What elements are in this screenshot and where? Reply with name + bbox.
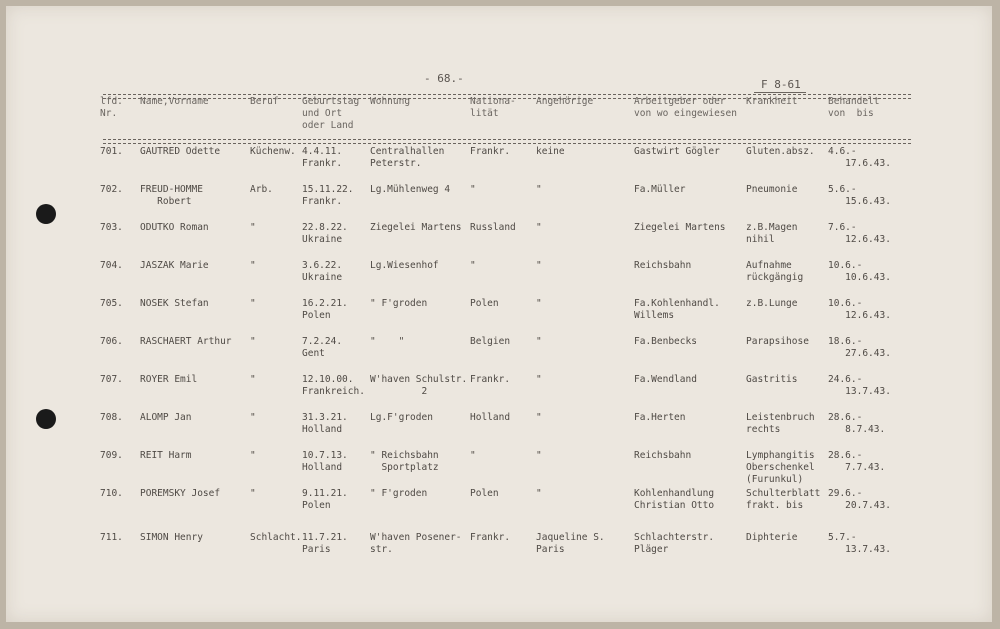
row-9-nat: " [470, 450, 476, 461]
row-7-geb: 12.10.00. Frankreich. [302, 374, 365, 397]
row-7-angeh: " [536, 374, 542, 385]
row-6-geb: 7.2.24. Gent [302, 336, 343, 359]
row-8-name: ALOMP Jan [140, 412, 192, 423]
row-4-angeh: " [536, 260, 542, 271]
row-1-nat: Frankr. [470, 146, 511, 157]
row-5-name: NOSEK Stefan [140, 298, 209, 309]
document-sheet [6, 6, 992, 622]
row-10-wohnung: " F'groden [370, 488, 428, 499]
row-2-nr: 702. [100, 184, 123, 195]
row-1-wohnung: Centralhallen Peterstr. [370, 146, 445, 169]
row-5-angeh: " [536, 298, 542, 309]
row-7-wohnung: W'haven Schulstr. 2 [370, 374, 468, 397]
column-header-angeh: Angehörige [536, 96, 594, 107]
row-11-nr: 711. [100, 532, 123, 543]
row-10-krankheit: Schulterblatt frakt. bis [746, 488, 821, 511]
row-3-name: ODUTKO Roman [140, 222, 209, 233]
punch-hole [36, 204, 56, 224]
row-3-arbeitgeber: Ziegelei Martens [634, 222, 726, 233]
row-11-name: SIMON Henry [140, 532, 203, 543]
row-2-wohnung: Lg.Mühlenweg 4 [370, 184, 451, 195]
row-4-beruf: " [250, 260, 256, 271]
row-10-nat: Polen [470, 488, 499, 499]
row-10-angeh: " [536, 488, 542, 499]
column-header-behandelt: Behandelt von bis [828, 96, 880, 119]
header-bottom-rule [103, 139, 911, 140]
row-8-nr: 708. [100, 412, 123, 423]
row-4-name: JASZAK Marie [140, 260, 209, 271]
column-header-nat: Nationa- lität [470, 96, 516, 119]
row-6-arbeitgeber: Fa.Benbecks [634, 336, 697, 347]
row-11-beruf: Schlacht. [250, 532, 302, 543]
column-header-geb: Geburtstag und Ort oder Land [302, 96, 360, 131]
row-3-angeh: " [536, 222, 542, 233]
row-4-nat: " [470, 260, 476, 271]
row-7-nat: Frankr. [470, 374, 511, 385]
row-5-nat: Polen [470, 298, 499, 309]
row-3-beruf: " [250, 222, 256, 233]
row-5-wohnung: " F'groden [370, 298, 428, 309]
row-2-angeh: " [536, 184, 542, 195]
column-header-krankheit: Krankheit [746, 96, 798, 107]
row-2-name: FREUD-HOMME Robert [140, 184, 203, 207]
column-header-beruf: Beruf [250, 96, 279, 107]
column-header-wohnung: Wohnung [370, 96, 411, 107]
row-4-arbeitgeber: Reichsbahn [634, 260, 692, 271]
row-2-behandelt: 5.6.- 15.6.43. [828, 184, 891, 207]
row-3-geb: 22.8.22. Ukraine [302, 222, 348, 245]
row-10-geb: 9.11.21. Polen [302, 488, 348, 511]
row-7-name: ROYER Emil [140, 374, 198, 385]
file-number-underline [754, 92, 806, 93]
row-9-nr: 709. [100, 450, 123, 461]
row-8-behandelt: 28.6.- 8.7.43. [828, 412, 886, 435]
row-2-geb: 15.11.22. Frankr. [302, 184, 354, 207]
row-3-krankheit: z.B.Magen nihil [746, 222, 798, 245]
row-8-krankheit: Leistenbruch rechts [746, 412, 815, 435]
row-2-beruf: Arb. [250, 184, 273, 195]
row-8-wohnung: Lg.F'groden [370, 412, 433, 423]
row-10-arbeitgeber: Kohlenhandlung Christian Otto [634, 488, 715, 511]
row-7-behandelt: 24.6.- 13.7.43. [828, 374, 891, 397]
row-8-arbeitgeber: Fa.Herten [634, 412, 686, 423]
row-4-wohnung: Lg.Wiesenhof [370, 260, 439, 271]
file-number: F 8-61 [761, 78, 801, 91]
row-11-geb: 11.7.21. Paris [302, 532, 348, 555]
row-6-angeh: " [536, 336, 542, 347]
row-8-beruf: " [250, 412, 256, 423]
row-4-krankheit: Aufnahme rückgängig [746, 260, 804, 283]
page-number: - 68.- [424, 72, 464, 85]
row-2-krankheit: Pneumonie [746, 184, 798, 195]
row-3-nat: Russland [470, 222, 516, 233]
row-1-beruf: Küchenw. [250, 146, 296, 157]
header-top-rule [103, 94, 911, 95]
row-5-arbeitgeber: Fa.Kohlenhandl. Willems [634, 298, 720, 321]
row-11-wohnung: W'haven Posener- str. [370, 532, 462, 555]
row-11-nat: Frankr. [470, 532, 511, 543]
row-5-behandelt: 10.6.- 12.6.43. [828, 298, 891, 321]
row-11-arbeitgeber: Schlachterstr. Pläger [634, 532, 715, 555]
row-9-krankheit: Lymphangitis Oberschenkel (Furunkul) [746, 450, 815, 485]
row-11-krankheit: Diphterie [746, 532, 798, 543]
row-9-arbeitgeber: Reichsbahn [634, 450, 692, 461]
row-8-nat: Holland [470, 412, 511, 423]
row-3-nr: 703. [100, 222, 123, 233]
row-6-behandelt: 18.6.- 27.6.43. [828, 336, 891, 359]
row-6-wohnung: " " [370, 336, 405, 347]
row-9-beruf: " [250, 450, 256, 461]
row-7-krankheit: Gastritis [746, 374, 798, 385]
column-header-arbeitgeber: Arbeitgeber oder von wo eingewiesen [634, 96, 737, 119]
row-7-arbeitgeber: Fa.Wendland [634, 374, 697, 385]
row-11-angeh: Jaqueline S. Paris [536, 532, 605, 555]
row-10-name: POREMSKY Josef [140, 488, 221, 499]
row-9-wohnung: " Reichsbahn Sportplatz [370, 450, 439, 473]
row-3-wohnung: Ziegelei Martens [370, 222, 462, 233]
row-8-angeh: " [536, 412, 542, 423]
row-6-nat: Belgien [470, 336, 511, 347]
column-header-nr: lfd. Nr. [100, 96, 123, 119]
row-6-name: RASCHAERT Arthur [140, 336, 232, 347]
row-9-angeh: " [536, 450, 542, 461]
row-5-beruf: " [250, 298, 256, 309]
row-10-behandelt: 29.6.- 20.7.43. [828, 488, 891, 511]
row-6-krankheit: Parapsihose [746, 336, 809, 347]
row-7-nr: 707. [100, 374, 123, 385]
row-4-geb: 3.6.22. Ukraine [302, 260, 343, 283]
row-1-behandelt: 4.6.- 17.6.43. [828, 146, 891, 169]
row-1-krankheit: Gluten.absz. [746, 146, 815, 157]
column-header-name: Name,Vorname [140, 96, 209, 107]
row-5-nr: 705. [100, 298, 123, 309]
row-9-behandelt: 28.6.- 7.7.43. [828, 450, 886, 473]
row-7-beruf: " [250, 374, 256, 385]
row-1-arbeitgeber: Gastwirt Gögler [634, 146, 720, 157]
row-1-geb: 4.4.11. Frankr. [302, 146, 343, 169]
row-1-angeh: keine [536, 146, 565, 157]
row-1-nr: 701. [100, 146, 123, 157]
row-6-nr: 706. [100, 336, 123, 347]
row-9-name: REIT Harm [140, 450, 192, 461]
punch-hole [36, 409, 56, 429]
row-11-behandelt: 5.7.- 13.7.43. [828, 532, 891, 555]
row-6-beruf: " [250, 336, 256, 347]
row-10-beruf: " [250, 488, 256, 499]
row-5-krankheit: z.B.Lunge [746, 298, 798, 309]
row-8-geb: 31.3.21. Holland [302, 412, 348, 435]
row-4-behandelt: 10.6.- 10.6.43. [828, 260, 891, 283]
row-4-nr: 704. [100, 260, 123, 271]
row-10-nr: 710. [100, 488, 123, 499]
header-bottom-rule [103, 143, 911, 144]
row-5-geb: 16.2.21. Polen [302, 298, 348, 321]
row-2-arbeitgeber: Fa.Müller [634, 184, 686, 195]
row-9-geb: 10.7.13. Holland [302, 450, 348, 473]
row-1-name: GAUTRED Odette [140, 146, 221, 157]
row-2-nat: " [470, 184, 476, 195]
row-3-behandelt: 7.6.- 12.6.43. [828, 222, 891, 245]
